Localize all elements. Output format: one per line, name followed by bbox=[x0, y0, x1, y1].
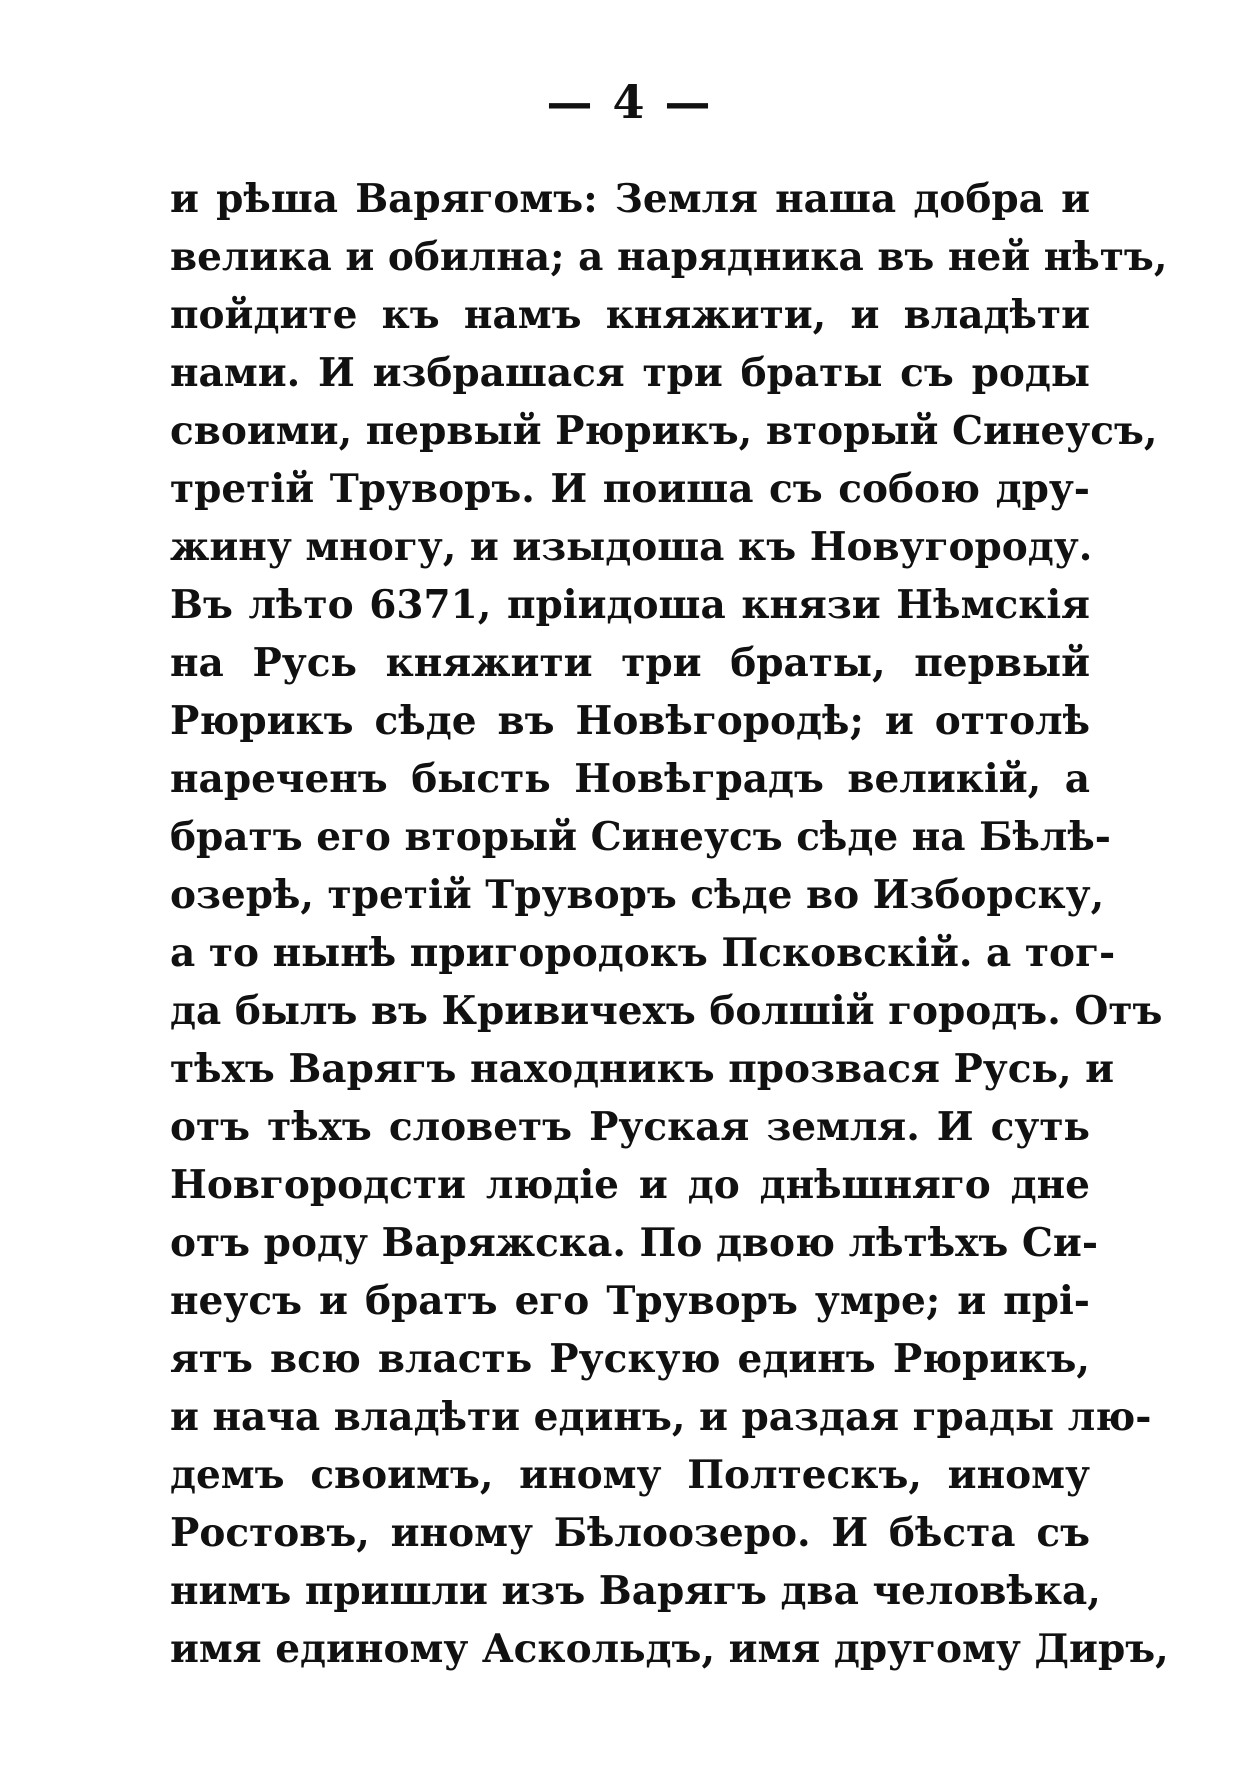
text-line: нимъ пришли изъ Варягъ два человѣка, bbox=[170, 1568, 1101, 1614]
text-line: Рюрикъ сѣде въ Новѣгородѣ; и оттолѣ bbox=[170, 698, 1090, 744]
text-line: тѣхъ Варягъ находникъ прозвася Русь, и bbox=[170, 1046, 1115, 1092]
text-line: братъ его вторый Синеусъ сѣде на Бѣлѣ- bbox=[170, 814, 1111, 860]
text-line: а то нынѣ пригородокъ Псковскій. а тог- bbox=[170, 930, 1116, 976]
text-line: нареченъ бысть Новѣградъ великій, а bbox=[170, 756, 1090, 802]
text-line: неусъ и братъ его Труворъ умре; и прі- bbox=[170, 1278, 1090, 1324]
text-line: своими, первый Рюрикъ, вторый Синеусъ, bbox=[170, 408, 1158, 454]
body-text bbox=[170, 170, 1169, 1678]
text-line: Ростовъ, иному Бѣлоозеро. И бѣста съ bbox=[170, 1510, 1090, 1556]
text-line: Новгородсти людіе и до днѣшняго дне bbox=[170, 1162, 1090, 1208]
text-line: третій Труворъ. И поиша съ собою дру- bbox=[170, 466, 1090, 512]
text-line: и нача владѣти единъ, и раздая грады лю- bbox=[170, 1394, 1152, 1440]
text-line: имя единому Аскольдъ, имя другому Диръ, bbox=[170, 1626, 1169, 1672]
text-line: отъ роду Варяжска. По двою лѣтѣхъ Си- bbox=[170, 1220, 1099, 1266]
page-number: — 4 — bbox=[546, 75, 713, 129]
text-line: да былъ въ Кривичехъ болшій городъ. Отъ bbox=[170, 988, 1163, 1034]
text-line: на Русь княжити три браты, первый bbox=[170, 640, 1090, 686]
text-line: велика и обилна; а нарядника въ ней нѣтъ, bbox=[170, 234, 1168, 280]
text-line: озерѣ, третій Труворъ сѣде во Изборску, bbox=[170, 872, 1105, 918]
text-line: ятъ всю власть Рускую единъ Рюрикъ, bbox=[170, 1336, 1090, 1382]
text-line: жину многу, и изыдоша къ Новугороду. bbox=[170, 524, 1093, 570]
text-line: отъ тѣхъ словетъ Руская земля. И суть bbox=[170, 1104, 1090, 1150]
text-line: демъ своимъ, иному Полтескъ, иному bbox=[170, 1452, 1090, 1498]
text-line: пойдите къ намъ княжити, и владѣти bbox=[170, 292, 1090, 338]
text-line: нами. И избрашася три браты съ роды bbox=[170, 350, 1090, 396]
text-line: и рѣша Варягомъ: Земля наша добра и bbox=[170, 176, 1090, 222]
text-line: Въ лѣто 6371, пріидоша князи Нѣмскія bbox=[170, 582, 1090, 628]
